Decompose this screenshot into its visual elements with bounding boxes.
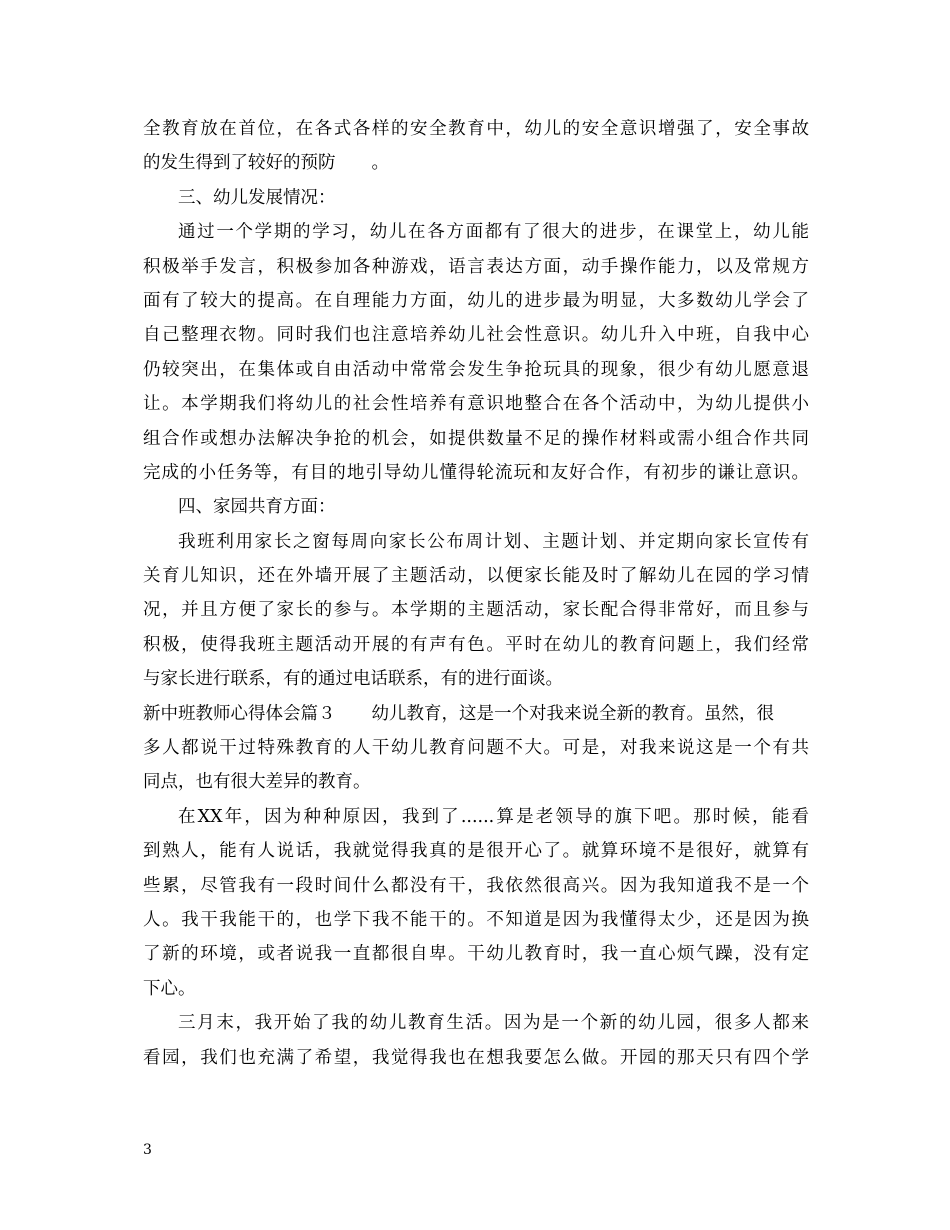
text-line: 三月末，我开始了我的幼儿教育生活。因为是一个新的幼儿园，很多人都来	[178, 1013, 809, 1034]
text-line: 人。我干我能干的，也学下我不能干的。不知道是因为我懂得太少，还是因为换	[143, 909, 809, 930]
text-fragment: 。	[371, 153, 389, 174]
text-line: 与家长进行联系，有的通过电话联系，有的进行面谈。	[143, 669, 563, 690]
text-line: 况，并且方便了家长的参与。本学期的主题活动，家长配合得非常好，而且参与	[143, 600, 809, 621]
text-line: 关育儿知识，还在外墙开展了主题活动，以便家长能及时了解幼儿在园的学习情	[143, 566, 809, 587]
text-line: 看园，我们也充满了希望，我觉得我也在想我要怎么做。开园的那天只有四个学	[143, 1047, 809, 1068]
text-line: 同点，也有很大差异的教育。	[143, 772, 371, 793]
page-number: 3	[143, 1142, 152, 1158]
text-line: 全教育放在首位，在各式各样的安全教育中，幼儿的安全意识增强了，安全事故	[143, 119, 809, 139]
text-line: 些累，尽管我有一段时间什么都没有干，我依然很高兴。因为我知道我不是一个	[143, 875, 809, 896]
text-line: 通过一个学期的学习，幼儿在各方面都有了很大的进步，在课堂上，幼儿能	[178, 222, 809, 243]
text-fragment: 幼儿教育，这是一个对我来说全新的教育。虽然，很	[371, 703, 774, 724]
text-line: 自己整理衣物。同时我们也注意培养幼儿社会性意识。幼儿升入中班，自我中心	[143, 325, 809, 346]
body-text	[143, 112, 809, 1075]
text-line: 下心。	[143, 978, 196, 999]
text-line: 多人都说干过特殊教育的人干幼儿教育问题不大。可是，对我来说这是一个有共	[143, 738, 809, 759]
text-line	[143, 146, 809, 180]
text-fragment: 的发生得到了较好的预防	[143, 153, 336, 174]
article-heading: 新中班教师心得体会篇３	[143, 703, 336, 724]
text-line: 在XX年，因为种种原因，我到了......算是老领导的旗下吧。那时候，能看	[178, 806, 809, 827]
text-line: 面有了较大的提高。在自理能力方面，幼儿的进步最为明显，大多数幼儿学会了	[143, 290, 809, 311]
text-line: 让。本学期我们将幼儿的社会性培养有意识地整合在各个活动中，为幼儿提供小	[143, 394, 809, 415]
section-heading: 四、家园共育方面：	[178, 497, 336, 518]
text-line: 积极举手发言，积极参加各种游戏，语言表达方面，动手操作能力，以及常规方	[143, 256, 809, 277]
section-heading: 三、幼儿发展情况：	[178, 187, 336, 208]
text-line: 完成的小任务等，有目的地引导幼儿懂得轮流玩和友好合作，有初步的谦让意识。	[143, 462, 809, 483]
text-line	[143, 697, 809, 731]
text-line: 到熟人，能有人说话，我就觉得我真的是很开心了。就算环境不是很好，就算有	[143, 841, 809, 862]
text-line: 积极，使得我班主题活动开展的有声有色。平时在幼儿的教育问题上，我们经常	[143, 634, 809, 655]
text-line: 了新的环境，或者说我一直都很自卑。干幼儿教育时，我一直心烦气躁，没有定	[143, 944, 809, 965]
text-line: 组合作或想办法解决争抢的机会，如提供数量不足的操作材料或需小组合作共同	[143, 428, 809, 449]
text-line: 仍较突出，在集体或自由活动中常常会发生争抢玩具的现象，很少有幼儿愿意退	[143, 359, 809, 380]
text-line: 我班利用家长之窗每周向家长公布周计划、主题计划、并定期向家长宣传有	[178, 531, 809, 552]
